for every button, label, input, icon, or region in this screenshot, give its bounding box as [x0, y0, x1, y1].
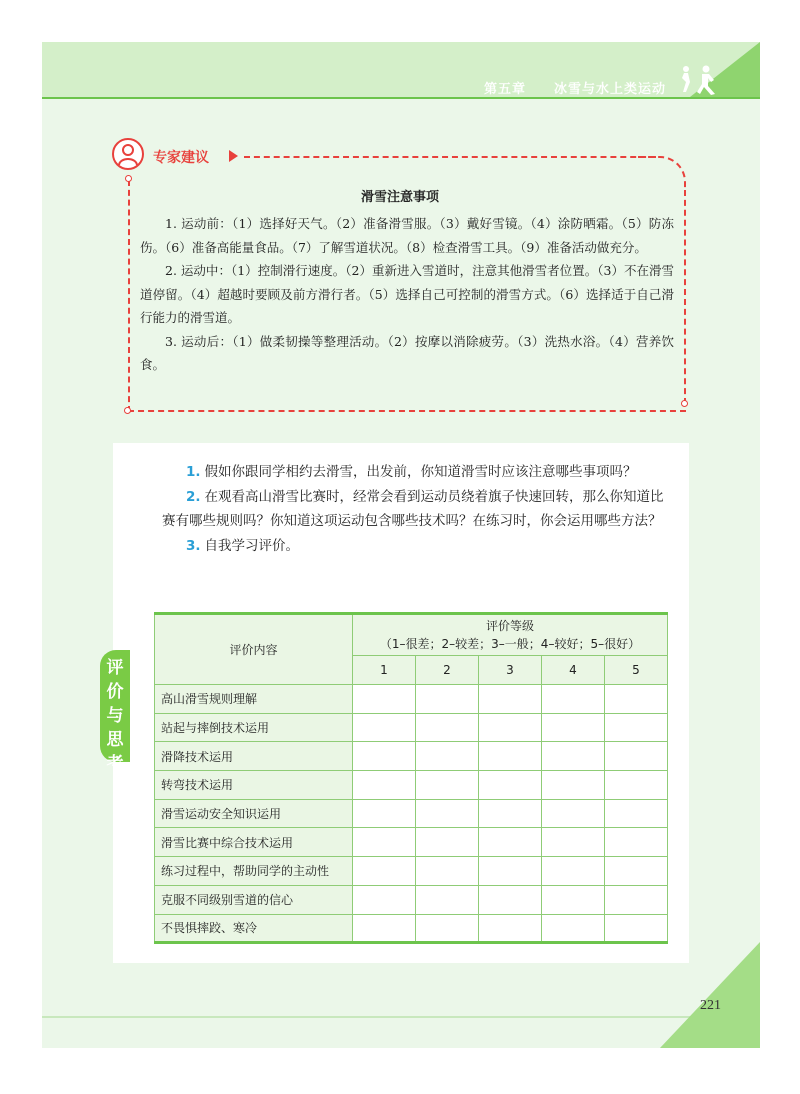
question-text: 自我学习评价。 [204, 537, 300, 554]
grade-header-title: 评价等级 [485, 619, 534, 633]
grade-cell[interactable] [353, 799, 416, 828]
question-item [186, 534, 670, 559]
grade-cell[interactable] [542, 914, 605, 943]
grade-cell[interactable] [479, 685, 542, 714]
grade-cell[interactable] [542, 828, 605, 857]
grade-column: 4 [542, 656, 605, 685]
question-item [162, 485, 670, 534]
grade-cell[interactable] [416, 771, 479, 800]
border-dot [124, 407, 131, 414]
row-label: 练习过程中，帮助同学的主动性 [155, 857, 353, 886]
grade-cell[interactable] [479, 771, 542, 800]
advice-during: 2. 运动中：（1）控制滑行速度。（2）重新进入雪道时，注意其他滑雪者位置。（3）不在滑雪道停留。（4）超越时要顾及前方滑行者。（5）选择自己可控制的滑雪方式。（6）选择适于自己滑行能力的滑雪道。 [140, 263, 674, 325]
grade-cell[interactable] [479, 799, 542, 828]
grade-cell[interactable] [353, 742, 416, 771]
grade-cell[interactable] [605, 914, 668, 943]
row-label: 高山滑雪规则理解 [155, 685, 353, 714]
side-tab-label: 评价与思考 [106, 658, 124, 774]
table-row [155, 713, 668, 742]
grade-cell[interactable] [605, 885, 668, 914]
grade-cell[interactable] [416, 799, 479, 828]
grade-cell[interactable] [479, 713, 542, 742]
grade-column: 2 [416, 656, 479, 685]
table-row [155, 742, 668, 771]
border-dot [681, 400, 688, 407]
table-row [155, 857, 668, 886]
expert-heading: 滑雪注意事项 [360, 190, 439, 205]
grade-cell[interactable] [542, 685, 605, 714]
grade-cell[interactable] [605, 771, 668, 800]
table-row [155, 771, 668, 800]
grade-cell[interactable] [353, 914, 416, 943]
grade-cell[interactable] [416, 742, 479, 771]
row-label: 滑雪运动安全知识运用 [155, 799, 353, 828]
grade-cell[interactable] [542, 857, 605, 886]
row-label: 站起与摔倒技术运用 [155, 713, 353, 742]
box-border-left [128, 180, 130, 412]
grade-column: 5 [605, 656, 668, 685]
grade-cell[interactable] [479, 742, 542, 771]
row-label: 滑降技术运用 [155, 742, 353, 771]
table-row [155, 914, 668, 943]
grade-cell[interactable] [479, 828, 542, 857]
question-item [186, 460, 670, 485]
grade-header [353, 614, 668, 656]
content-header: 评价内容 [155, 614, 353, 685]
box-border-top [244, 156, 656, 158]
header-divider [42, 97, 760, 99]
question-number: 3. [186, 537, 201, 554]
expert-avatar [112, 138, 144, 170]
table-row [155, 685, 668, 714]
grade-cell[interactable] [353, 885, 416, 914]
grade-cell[interactable] [542, 799, 605, 828]
athletes-icon [678, 64, 722, 96]
row-label: 滑雪比赛中综合技术运用 [155, 828, 353, 857]
table-row [155, 799, 668, 828]
grade-cell[interactable] [479, 914, 542, 943]
grade-cell[interactable] [605, 713, 668, 742]
box-border-right [684, 190, 686, 404]
row-label: 克服不同级别雪道的信心 [155, 885, 353, 914]
table-row [155, 828, 668, 857]
arrow-right-icon [229, 150, 238, 162]
evaluation-table [154, 612, 668, 944]
box-border-bottom [128, 410, 686, 412]
question-text: 在观看高山滑雪比赛时，经常会看到运动员绕着旗子快速回转，那么你知道比赛有哪些规则吗？你知道这项运动包含哪些技术吗？在练习时，你会运用哪些方法？ [162, 488, 664, 529]
border-dot [125, 175, 132, 182]
grade-legend: （1–很差；2–较差；3–一般；4–较好；5–很好） [379, 637, 641, 651]
grade-cell[interactable] [542, 885, 605, 914]
question-number: 2. [186, 488, 201, 505]
grade-cell[interactable] [416, 857, 479, 886]
question-text: 假如你跟同学相约去滑雪，出发前，你知道滑雪时应该注意哪些事项吗？ [204, 464, 637, 480]
grade-cell[interactable] [416, 713, 479, 742]
grade-cell[interactable] [605, 685, 668, 714]
grade-cell[interactable] [353, 857, 416, 886]
expert-body [140, 212, 674, 377]
person-icon [114, 140, 142, 168]
grade-cell[interactable] [353, 771, 416, 800]
chapter-number: 第五章 [484, 82, 527, 97]
grade-column: 1 [353, 656, 416, 685]
grade-cell[interactable] [416, 685, 479, 714]
row-label: 不畏惧摔跤、寒冷 [155, 914, 353, 943]
footer-divider [42, 1016, 760, 1018]
page-number: 221 [700, 998, 721, 1013]
corner-decoration [660, 942, 760, 1048]
question-list [162, 460, 670, 558]
grade-cell[interactable] [605, 742, 668, 771]
grade-cell[interactable] [479, 885, 542, 914]
grade-cell[interactable] [353, 685, 416, 714]
grade-cell[interactable] [416, 828, 479, 857]
grade-cell[interactable] [605, 799, 668, 828]
advice-before: 1. 运动前：（1）选择好天气。（2）准备滑雪服。（3）戴好雪镜。（4）涂防晒霜。（5）防冻伤。（6）准备高能量食品。（7）了解雪道状况。（8）检查滑雪工具。（9）准备活动做充分。 [140, 216, 674, 255]
grade-cell[interactable] [605, 828, 668, 857]
table-row [155, 885, 668, 914]
grade-cell[interactable] [542, 771, 605, 800]
grade-cell[interactable] [416, 885, 479, 914]
grade-cell[interactable] [416, 914, 479, 943]
grade-column: 3 [479, 656, 542, 685]
chapter-title: 冰雪与水上类运动 [554, 82, 667, 97]
grade-cell[interactable] [353, 828, 416, 857]
expert-title: 专家建议 [153, 150, 209, 166]
question-number: 1. [186, 464, 201, 480]
grade-cell[interactable] [542, 713, 605, 742]
grade-cell[interactable] [542, 742, 605, 771]
row-label: 转弯技术运用 [155, 771, 353, 800]
advice-after: 3. 运动后：（1）做柔韧操等整理活动。（2）按摩以消除疲劳。（3）洗热水浴。（4）营养饮食。 [140, 333, 674, 372]
grade-cell[interactable] [479, 857, 542, 886]
grade-cell[interactable] [353, 713, 416, 742]
chapter-heading [484, 78, 666, 97]
grade-cell[interactable] [605, 857, 668, 886]
